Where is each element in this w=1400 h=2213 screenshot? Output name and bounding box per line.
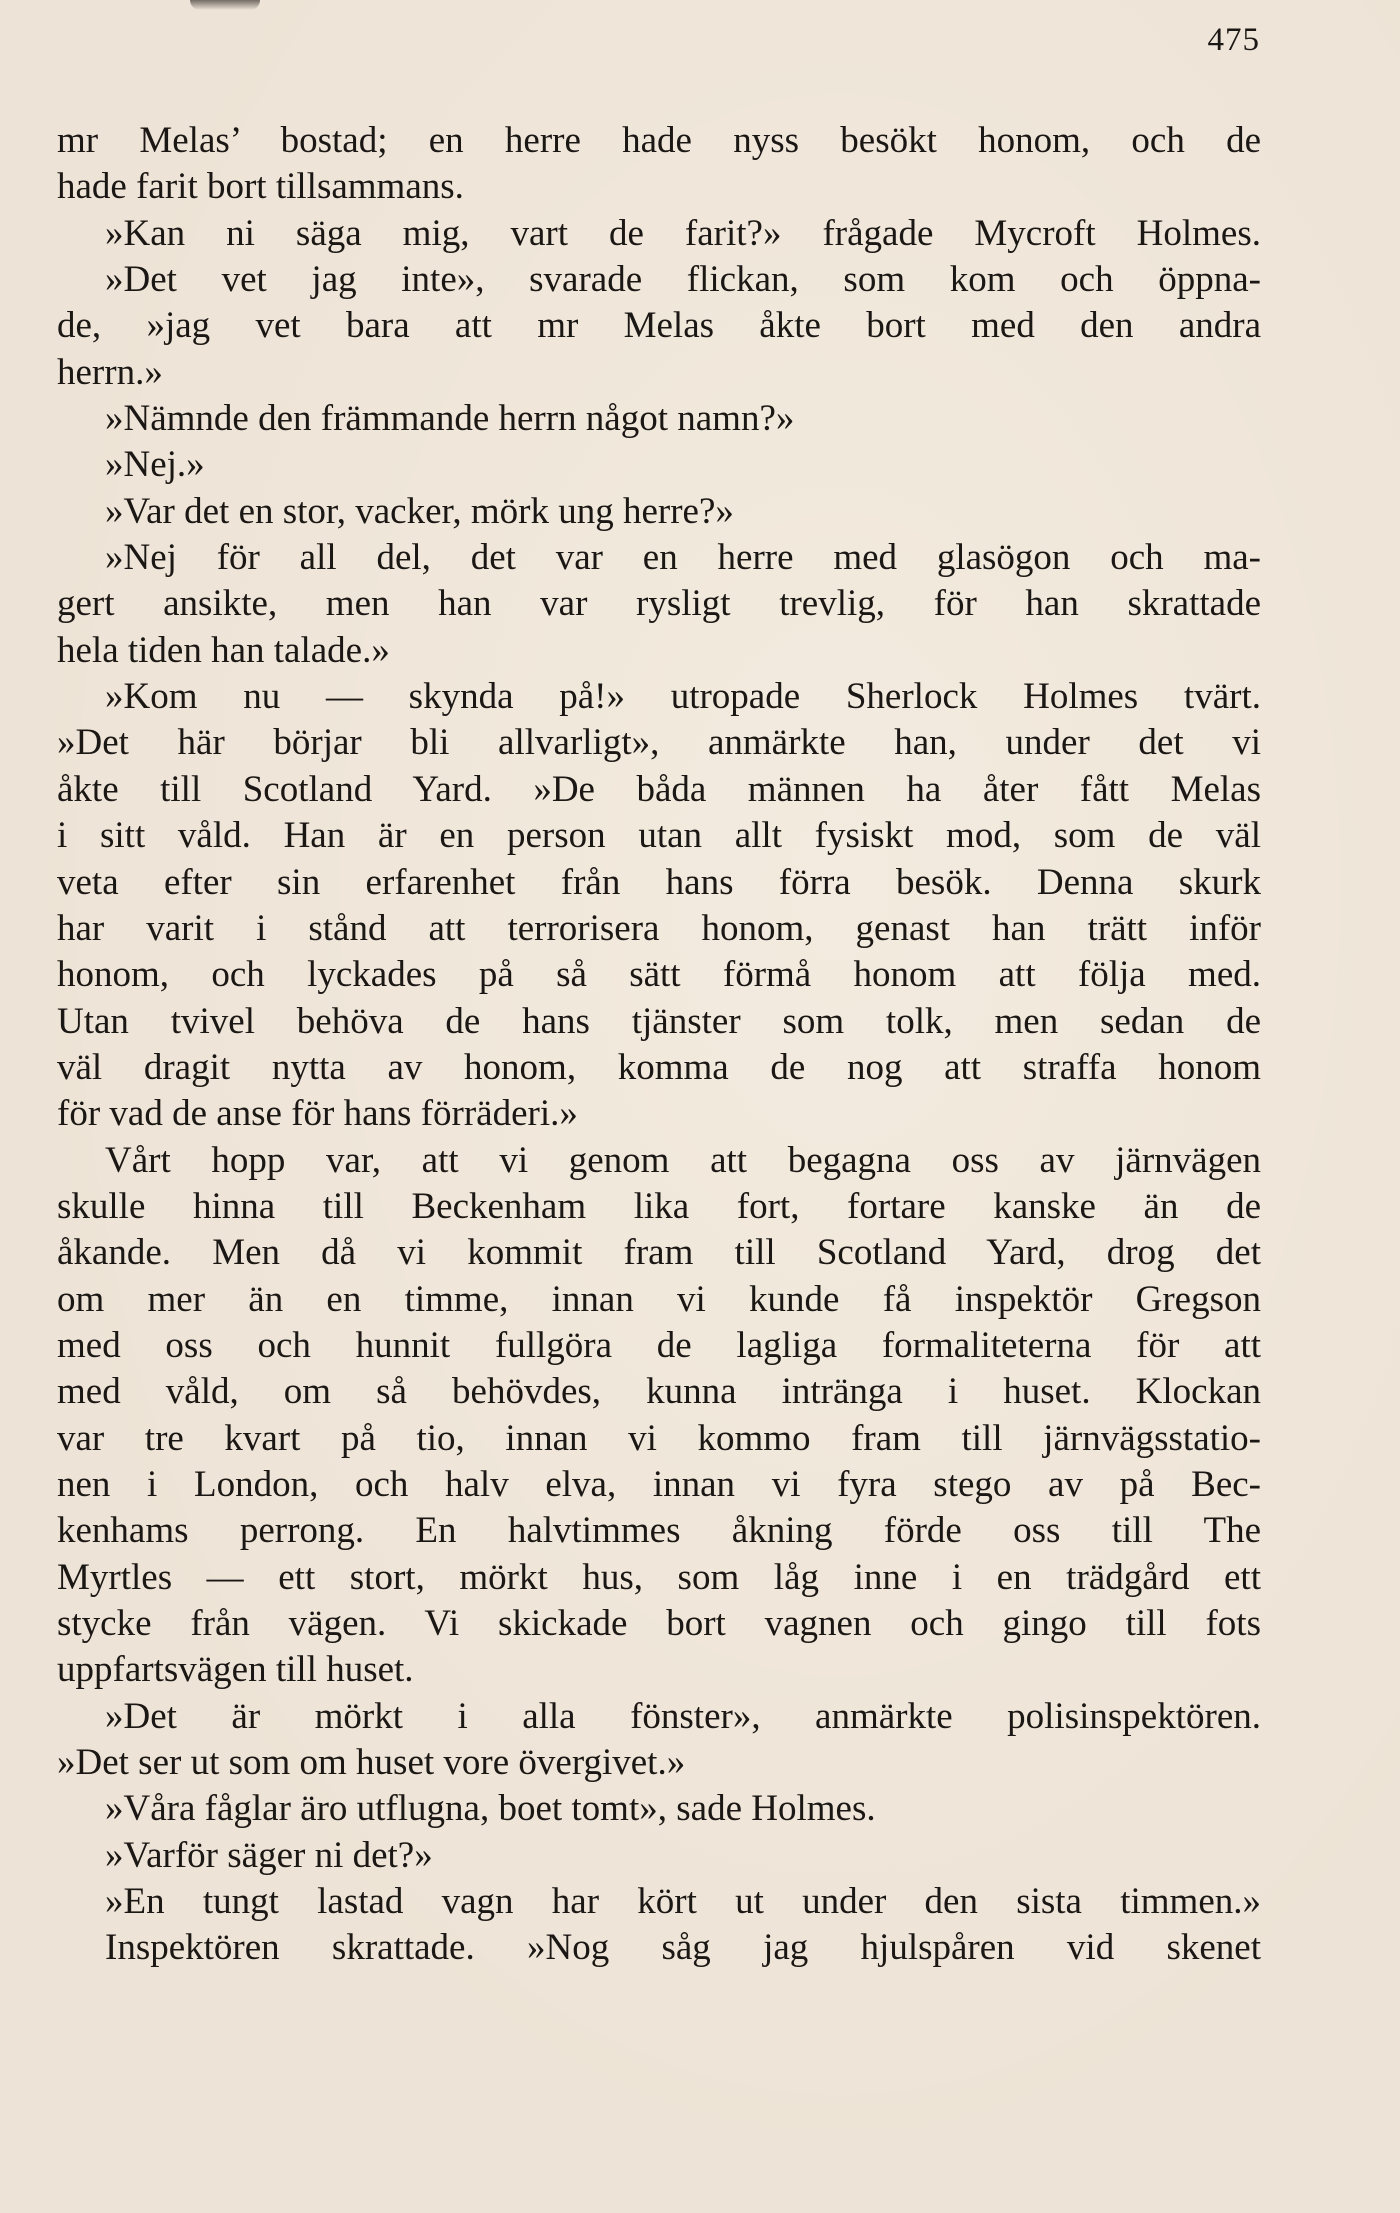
text-line: gert ansikte, men han var rysligt trevlig, för han skrattade xyxy=(57,583,1261,625)
text-line: »Nämnde den främmande herrn något namn?» xyxy=(105,398,795,440)
body-text xyxy=(57,118,1261,1972)
text-line: herrn.» xyxy=(57,351,163,393)
text-line: Inspektören skrattade. »Nog såg jag hjulspåren vid skenet xyxy=(105,1927,1261,1969)
text-line: för vad de anse för hans förräderi.» xyxy=(57,1093,578,1135)
text-line: kenhams perrong. En halvtimmes åkning förde oss till The xyxy=(57,1510,1261,1552)
text-line: Vårt hopp var, att vi genom att begagna oss av järnvägen xyxy=(105,1139,1261,1181)
text-line: var tre kvart på tio, innan vi kommo fram till järnvägsstatio- xyxy=(57,1417,1261,1459)
page-number: 475 xyxy=(1207,22,1260,58)
text-line: Myrtles — ett stort, mörkt hus, som låg inne i en trädgård ett xyxy=(57,1556,1261,1598)
text-line: uppfartsvägen till huset. xyxy=(57,1649,414,1691)
text-line: »Nej.» xyxy=(105,444,205,486)
text-line: hela tiden han talade.» xyxy=(57,629,390,671)
scan-bleed-mark xyxy=(190,0,260,10)
text-line: har varit i stånd att terrorisera honom, genast han trätt inför xyxy=(57,907,1261,949)
text-line: stycke från vägen. Vi skickade bort vagnen och gingo till fots xyxy=(57,1603,1261,1644)
text-line: »Kom nu — skynda på!» utropade Sherlock Holmes tvärt. xyxy=(105,676,1261,718)
text-line: »En tungt lastad vagn har kört ut under den sista timmen.» xyxy=(105,1881,1261,1923)
text-line: Utan tvivel behöva de hans tjänster som tolk, men sedan de xyxy=(57,1000,1261,1042)
text-line: åkte till Scotland Yard. »De båda männen ha åter fått Melas xyxy=(57,768,1261,810)
text-line: nen i London, och halv elva, innan vi fyra stego av på Bec- xyxy=(57,1463,1261,1505)
text-line: med oss och hunnit fullgöra de lagliga formaliteterna för att xyxy=(57,1324,1261,1366)
text-line: »Kan ni säga mig, vart de farit?» frågade Mycroft Holmes. xyxy=(105,212,1261,254)
text-line: om mer än en timme, innan vi kunde få inspektör Gregson xyxy=(57,1278,1261,1320)
text-line: skulle hinna till Beckenham lika fort, fortare kanske än de xyxy=(57,1185,1261,1227)
text-line: honom, och lyckades på så sätt förmå honom att följa med. xyxy=(57,954,1261,996)
text-line: i sitt våld. Han är en person utan allt fysiskt mod, som de väl xyxy=(57,815,1261,857)
text-line: »Det ser ut som om huset vore övergivet.» xyxy=(57,1742,686,1784)
text-line: väl dragit nytta av honom, komma de nog att straffa honom xyxy=(57,1046,1261,1088)
text-line: »Det vet jag inte», svarade flickan, som kom och öppna- xyxy=(105,259,1261,301)
text-line: »Det är mörkt i alla fönster», anmärkte polisinspektören. xyxy=(105,1695,1261,1737)
text-line: hade farit bort tillsammans. xyxy=(57,166,464,208)
text-line: de, »jag vet bara att mr Melas åkte bort med den andra xyxy=(57,305,1261,347)
text-line: »Varför säger ni det?» xyxy=(105,1834,433,1876)
text-line: veta efter sin erfarenhet från hans förra besök. Denna skurk xyxy=(57,861,1261,903)
text-line: mr Melas’ bostad; en herre hade nyss besökt honom, och de xyxy=(57,120,1261,161)
text-line: »Var det en stor, vacker, mörk ung herre?» xyxy=(105,490,734,532)
text-line: med våld, om så behövdes, kunna intränga i huset. Klockan xyxy=(57,1371,1261,1413)
text-line: »Det här börjar bli allvarligt», anmärkte han, under det vi xyxy=(57,722,1261,764)
text-line: »Våra fåglar äro utflugna, boet tomt», sade Holmes. xyxy=(105,1788,876,1830)
text-line: »Nej för all del, det var en herre med glasögon och ma- xyxy=(105,537,1261,579)
text-line: åkande. Men då vi kommit fram till Scotland Yard, drog det xyxy=(57,1232,1261,1274)
